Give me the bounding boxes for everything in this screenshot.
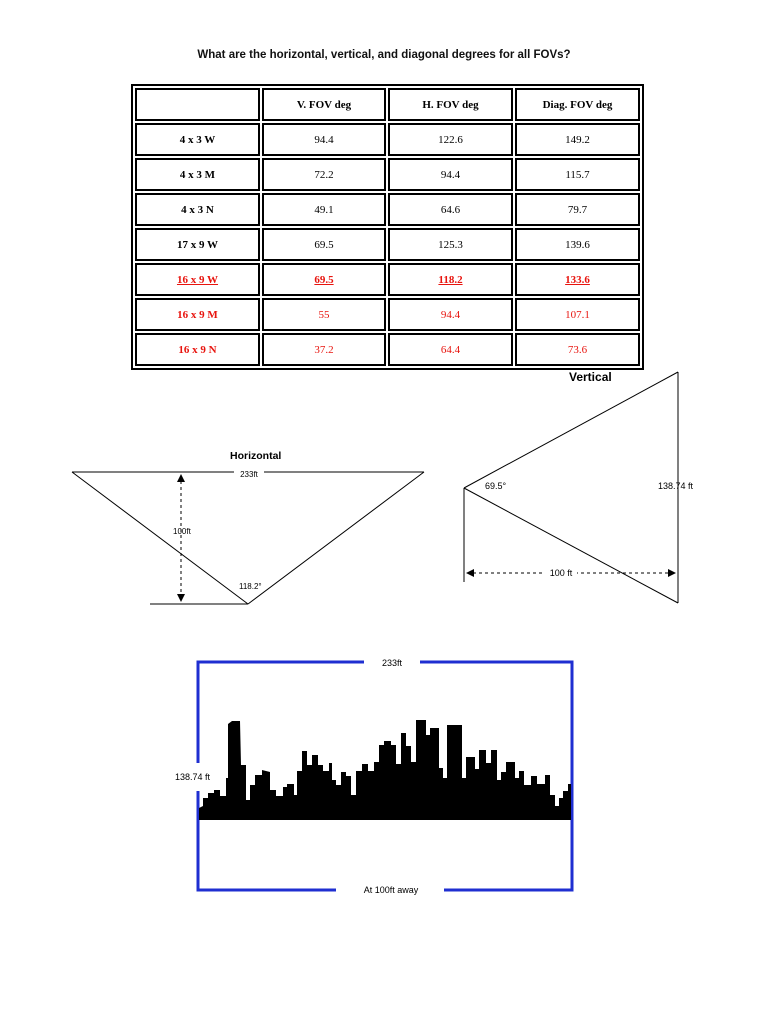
vertical-distance-label: 100 ft — [549, 568, 573, 578]
hfov-cell: 118.2 — [388, 263, 513, 296]
hfov-cell: 94.4 — [388, 158, 513, 191]
vfov-cell: 72.2 — [262, 158, 386, 191]
hfov-cell: 125.3 — [388, 228, 513, 261]
row-label: 4 x 3 N — [135, 193, 260, 226]
vfov-cell: 55 — [262, 298, 386, 331]
diagfov-cell: 139.6 — [515, 228, 640, 261]
page-title: What are the horizontal, vertical, and diagonal degrees for all FOVs? — [197, 49, 571, 61]
diagfov-cell: 73.6 — [515, 333, 640, 366]
vfov-cell: 69.5 — [262, 263, 386, 296]
vertical-height-label: 138.74 ft — [658, 481, 694, 491]
vfov-cell: 69.5 — [262, 228, 386, 261]
header-cell-vfov: V. FOV deg — [262, 88, 386, 121]
diagfov-cell: 133.6 — [515, 263, 640, 296]
vertical-angle-label: 69.5° — [485, 481, 507, 491]
vfov-cell: 94.4 — [262, 123, 386, 156]
row-label: 17 x 9 W — [135, 228, 260, 261]
city-skyline-silhouette — [199, 720, 571, 820]
diagfov-cell: 107.1 — [515, 298, 640, 331]
header-cell-diagfov: Diag. FOV deg — [515, 88, 640, 121]
vertical-diagram — [464, 370, 694, 603]
row-label: 16 x 9 N — [135, 333, 260, 366]
vfov-cell: 37.2 — [262, 333, 386, 366]
vertical-title: Vertical — [569, 370, 612, 384]
row-label: 4 x 3 W — [135, 123, 260, 156]
hfov-cell: 64.4 — [388, 333, 513, 366]
diagfov-cell: 149.2 — [515, 123, 640, 156]
horizontal-right-ray — [248, 472, 424, 604]
horizontal-title: Horizontal — [230, 450, 282, 462]
horizontal-diagram — [72, 450, 424, 604]
horizontal-angle-label: 118.2° — [239, 582, 262, 591]
row-label: 16 x 9 W — [135, 263, 260, 296]
vertical-upper-ray — [464, 372, 678, 488]
skyline-height-label: 138.74 ft — [175, 772, 211, 782]
diagfov-cell: 79.7 — [515, 193, 640, 226]
row-label: 4 x 3 M — [135, 158, 260, 191]
header-cell-hfov: H. FOV deg — [388, 88, 513, 121]
vertical-lower-ray — [464, 488, 678, 603]
skyline-width-label: 233ft — [381, 658, 403, 668]
diagfov-cell: 115.7 — [515, 158, 640, 191]
hfov-cell: 94.4 — [388, 298, 513, 331]
horizontal-left-ray — [72, 472, 248, 604]
horizontal-width-label: 233ft — [240, 470, 258, 479]
hfov-cell: 122.6 — [388, 123, 513, 156]
skyline-frame — [175, 656, 572, 896]
horizontal-distance-label: 100ft — [173, 527, 191, 536]
hfov-cell: 64.6 — [388, 193, 513, 226]
skyline-caption: At 100ft away — [363, 885, 419, 895]
row-label: 16 x 9 M — [135, 298, 260, 331]
vfov-cell: 49.1 — [262, 193, 386, 226]
